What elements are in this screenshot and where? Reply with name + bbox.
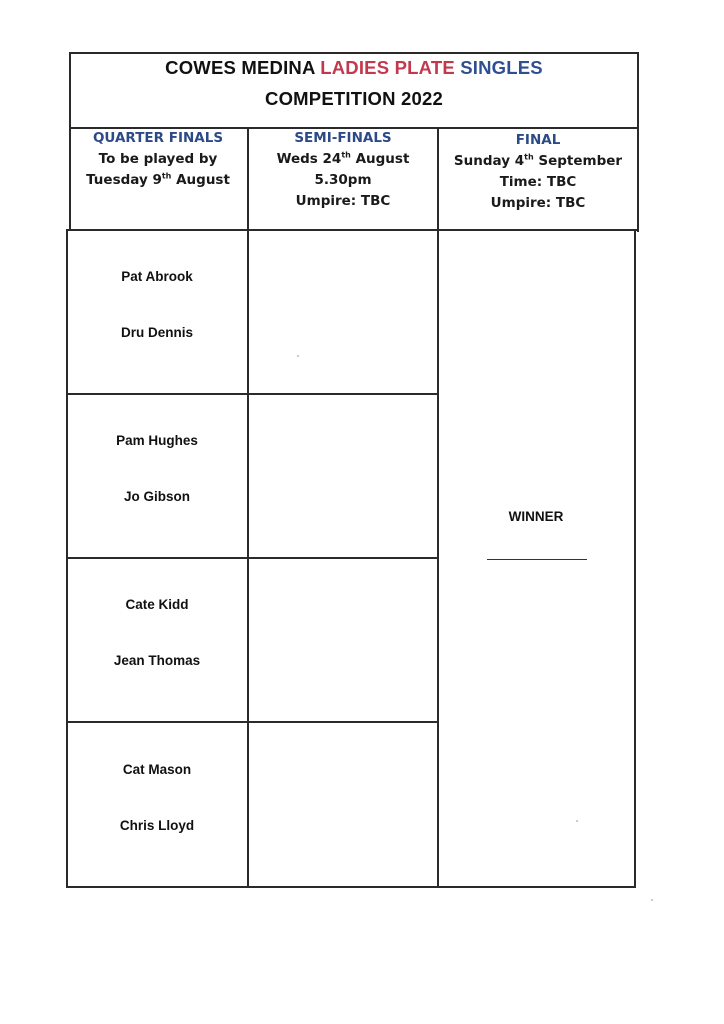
quarter-finals-date: Tuesday 9th August bbox=[86, 171, 230, 188]
scan-speck bbox=[297, 355, 299, 357]
title-part-ladies-plate: LADIES PLATE bbox=[320, 57, 455, 78]
final-umpire: Umpire: TBC bbox=[490, 195, 586, 211]
row-separator-2 bbox=[67, 557, 438, 559]
player-name: Cat Mason bbox=[122, 762, 192, 777]
final-label: FINAL bbox=[515, 132, 561, 148]
header-final bbox=[439, 130, 637, 214]
border-top bbox=[69, 52, 639, 54]
title-part-club: COWES MEDINA bbox=[165, 57, 321, 78]
competition-subtitle: COMPETITION 2022 bbox=[265, 88, 443, 109]
border-right-lower bbox=[634, 231, 636, 888]
divider-quarter-semi bbox=[247, 127, 249, 887]
title-part-singles: SINGLES bbox=[454, 57, 543, 78]
final-time: Time: TBC bbox=[499, 174, 577, 190]
scan-speck bbox=[576, 820, 578, 822]
quarter-finals-label: QUARTER FINALS bbox=[92, 130, 224, 146]
border-bottom bbox=[66, 886, 636, 888]
winner-label: WINNER bbox=[508, 509, 564, 524]
player-name: Cate Kidd bbox=[125, 597, 189, 612]
player-name: Pat Abrook bbox=[121, 269, 193, 284]
player-name: Jo Gibson bbox=[123, 489, 190, 504]
divider-semi-final bbox=[437, 127, 439, 887]
semi-finals-date: Weds 24th August bbox=[276, 150, 410, 167]
row-separator-3 bbox=[67, 721, 438, 723]
row-separator-1 bbox=[67, 393, 438, 395]
competition-title bbox=[70, 57, 638, 79]
semi-finals-umpire: Umpire: TBC bbox=[295, 193, 391, 209]
winner-line bbox=[487, 559, 587, 560]
header-separator bbox=[67, 229, 638, 231]
header-semi-finals bbox=[249, 128, 437, 212]
semi-finals-time: 5.30pm bbox=[314, 172, 372, 188]
player-name: Dru Dennis bbox=[120, 325, 193, 340]
header-quarter-finals bbox=[69, 128, 247, 191]
player-name: Chris Lloyd bbox=[119, 818, 195, 833]
player-name: Pam Hughes bbox=[116, 433, 198, 448]
quarter-finals-line1: To be played by bbox=[98, 151, 218, 167]
player-name: Jean Thomas bbox=[113, 653, 201, 668]
scan-speck bbox=[651, 899, 653, 901]
semi-finals-label: SEMI-FINALS bbox=[294, 130, 392, 146]
border-right bbox=[637, 52, 639, 232]
final-date: Sunday 4th September bbox=[453, 152, 623, 169]
